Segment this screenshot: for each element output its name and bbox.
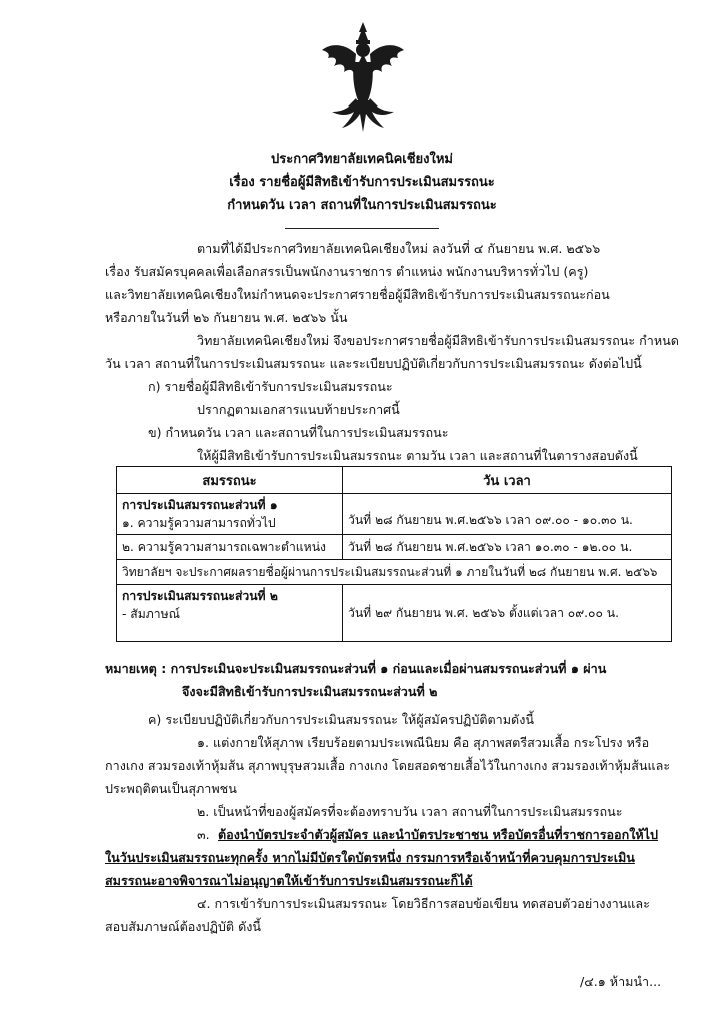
- paragraph-line: หรือภายในวันที่ ๒๖ กันยายน พ.ศ. ๒๕๖๖ นั้น: [105, 310, 348, 325]
- result-announcement: วิทยาลัยฯ จะประกาศผลรายชื่อผู้ผ่านการประเมินสมรรถนะส่วนที่ ๑ ภายในวันที่ ๒๘ กันยายน พ.ศ. ๒๕๖๖: [117, 560, 672, 585]
- rule-line: ประพฤติตนเป็นสุภาพชน: [105, 781, 237, 796]
- row1-time: วันที่ ๒๘ กันยายน พ.ศ.๒๕๖๖ เวลา ๐๙.๐๐ - ๑๐.๓๐ น.: [343, 494, 672, 535]
- table-cell: [117, 585, 343, 642]
- paragraph-line: วิทยาลัยเทคนิคเชียงใหม่ จึงขอประกาศรายชื่อผู้มีสิทธิเข้ารับการประเมินสมรรถนะ กำหนด: [197, 333, 679, 348]
- title-divider: [285, 228, 439, 229]
- page-continuation: /๔.๑ ห้ามนำ...: [580, 974, 662, 989]
- table-row: [117, 535, 672, 560]
- row3-time: วันที่ ๒๙ กันยายน พ.ศ. ๒๕๖๖ ตั้งแต่เวลา ๐๙.๐๐ น.: [343, 585, 672, 642]
- garuda-emblem-icon: [318, 20, 408, 138]
- table-header-row: [117, 467, 672, 494]
- rule-line-emphasis: ในวันประเมินสมรรถนะทุกครั้ง หากไม่มีบัตรใดบัตรหนึ่ง กรรมการหรือเจ้าหน้าที่ควบคุมการประเมิน: [105, 850, 635, 865]
- rule-line: ๔. การเข้ารับการประเมินสมรรถนะ โดยวิธีการสอบข้อเขียน ทดสอบตัวอย่างงานและ: [197, 896, 650, 911]
- paragraph-line: ตามที่ได้มีประกาศวิทยาลัยเทคนิคเชียงใหม่ ลงวันที่ ๔ กันยายน พ.ศ. ๒๕๖๖: [197, 241, 601, 256]
- note-line: จึงจะมีสิทธิเข้ารับการประเมินสมรรถนะส่วนที่ ๒: [182, 684, 438, 699]
- row2-time: วันที่ ๒๘ กันยายน พ.ศ.๒๕๖๖ เวลา ๑๐.๓๐ - ๑๒.๐๐ น.: [343, 535, 672, 560]
- announcement-subject: เรื่อง รายชื่อผู้มีสิทธิเข้ารับการประเมินสมรรถนะ: [229, 175, 495, 190]
- row1-label: ๑. ความรู้ความสามารถทั่วไป: [122, 516, 276, 530]
- column-header-competency: สมรรถนะ: [117, 467, 343, 494]
- paragraph-line: วัน เวลา สถานที่ในการประเมินสมรรถนะ และระเบียบปฏิบัติเกี่ยวกับการประเมินสมรรถนะ ดังต่อไปนี้: [105, 356, 642, 371]
- rule-line: กางเกง สวมรองเท้าหุ้มส้น สุภาพบุรุษสวมเสื้อ กางเกง โดยสอดชายเสื้อไว้ในกางเกง สวมรองเท้าหุ้มส้นและ: [105, 758, 671, 773]
- row2-label: ๒. ความรู้ความสามารถเฉพาะตำแหน่ง: [117, 535, 343, 560]
- table-row: [117, 494, 672, 535]
- table-cell: [117, 494, 343, 535]
- item-b-detail: ให้ผู้มีสิทธิเข้ารับการประเมินสมรรถนะ ตามวัน เวลา และสถานที่ในตารางสอบดังนี้: [197, 448, 638, 463]
- rule-line: สอบสัมภาษณ์ต้องปฏิบัติ ดังนี้: [105, 919, 262, 934]
- rule-line-emphasis: สมรรถนะอาจพิจารณาไม่อนุญาตให้เข้ารับการประเมินสมรรถนะก็ได้: [105, 873, 473, 888]
- item-a-heading: ก) รายชื่อผู้มีสิทธิเข้ารับการประเมินสมรรถนะ: [148, 379, 393, 394]
- part2-title: การประเมินสมรรถนะส่วนที่ ๒: [122, 589, 278, 603]
- rules-intro: ค) ระเบียบปฏิบัติเกี่ยวกับการประเมินสมรรถนะ ให้ผู้สมัครปฏิบัติตามดังนี้: [148, 712, 534, 727]
- table-row: [117, 585, 672, 642]
- rule-number: ๓.: [197, 827, 210, 842]
- rule-line: ๒. เป็นหน้าที่ของผู้สมัครที่จะต้องทราบวัน เวลา สถานที่ในการประเมินสมรรถนะ: [197, 804, 623, 819]
- row3-label: - สัมภาษณ์: [122, 607, 180, 621]
- paragraph-line: และวิทยาลัยเทคนิคเชียงใหม่กำหนดจะประกาศรายชื่อผู้มีสิทธิเข้ารับการประเมินสมรรถนะก่อน: [105, 287, 610, 302]
- note-line: หมายเหตุ : การประเมินจะประเมินสมรรถนะส่วนที่ ๑ ก่อนและเมื่อผ่านสมรรถนะส่วนที่ ๑ ผ่าน: [105, 661, 607, 676]
- announcement-subtitle: กำหนดวัน เวลา สถานที่ในการประเมินสมรรถนะ: [227, 198, 497, 213]
- rule-line-emphasis: ต้องนำบัตรประจำตัวผู้สมัคร และนำบัตรประชาชน หรือบัตรอื่นที่ราชการออกให้ไป: [218, 827, 658, 842]
- item-a-detail: ปรากฏตามเอกสารแนบท้ายประกาศนี้: [197, 402, 400, 417]
- table-row: [117, 560, 672, 585]
- item-b-heading: ข) กำหนดวัน เวลา และสถานที่ในการประเมินสมรรถนะ: [148, 425, 449, 440]
- paragraph-line: เรื่อง รับสมัครบุคคลเพื่อเลือกสรรเป็นพนักงานราชการ ตำแหน่ง พนักงานบริหารทั่วไป (ครู): [105, 264, 589, 279]
- column-header-datetime: วัน เวลา: [343, 467, 672, 494]
- part1-title: การประเมินสมรรถนะส่วนที่ ๑: [122, 498, 278, 512]
- schedule-table: [116, 466, 672, 642]
- rule-line: ๑. แต่งกายให้สุภาพ เรียบร้อยตามประเพณีนิยม คือ สุภาพสตรีสวมเสื้อ กระโปรง หรือ: [197, 735, 650, 750]
- announcement-title: ประกาศวิทยาลัยเทคนิคเชียงใหม่: [270, 152, 454, 167]
